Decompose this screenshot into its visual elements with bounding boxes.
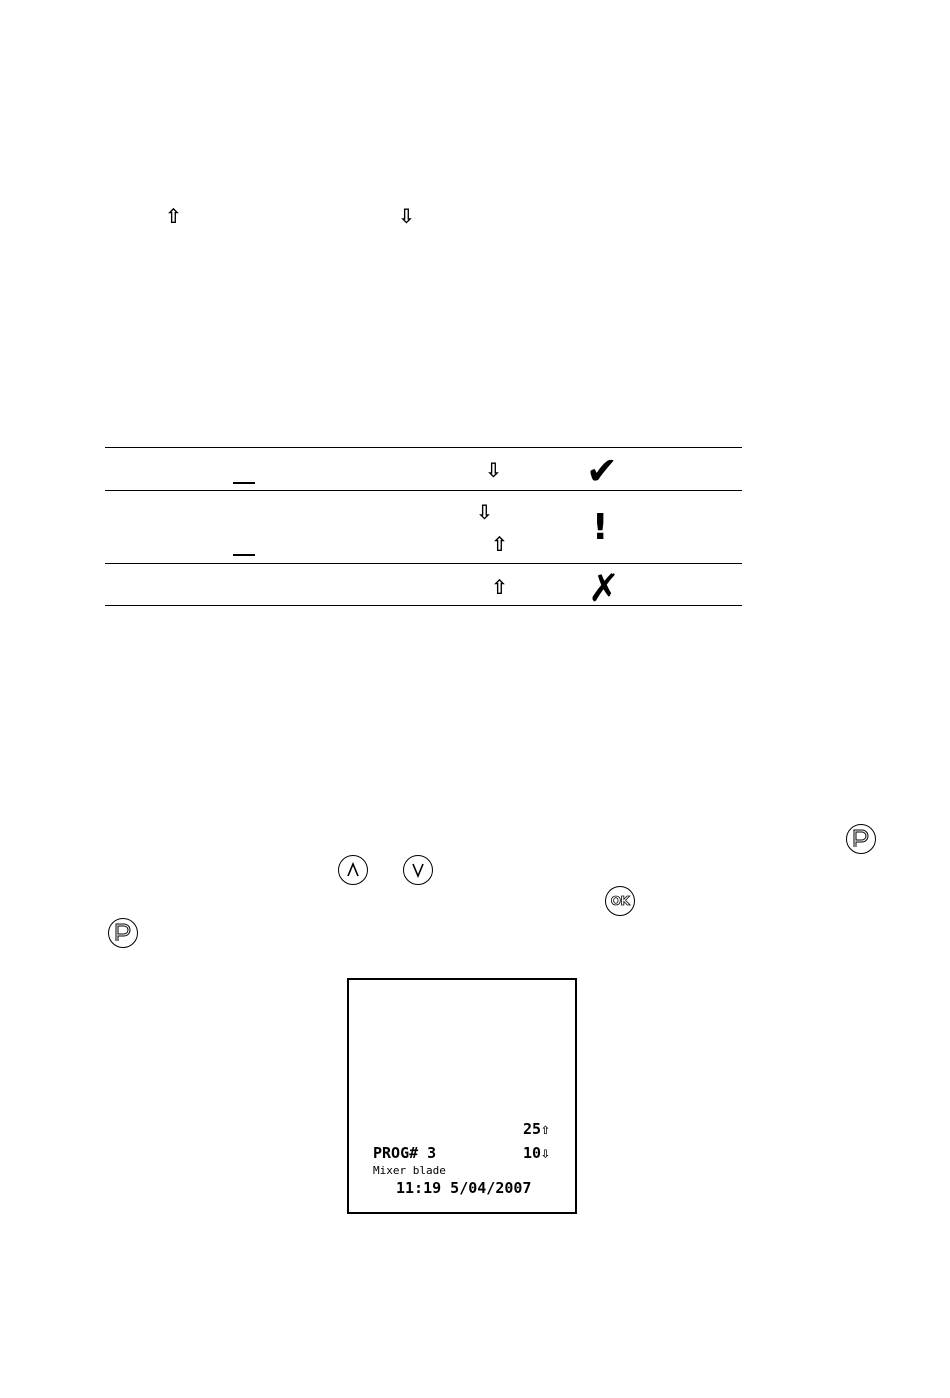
table-rule-top [105, 447, 742, 448]
exclamation-icon: ! [592, 507, 609, 548]
up-arrow-icon: ⇧ [491, 575, 508, 599]
up-arrow-icon: ⇧ [491, 532, 508, 556]
ok-button-label: OK [610, 894, 630, 908]
up-button-icon [338, 855, 368, 885]
p-button-icon [846, 824, 876, 854]
bar-mark [233, 554, 255, 556]
up-arrow-icon: ⇧ [165, 204, 182, 228]
tool-name: Mixer blade [373, 1164, 446, 1177]
table-rule-bottom [105, 605, 742, 606]
check-icon: ✔ [586, 449, 618, 493]
upper-limit-value: 25⇧ [523, 1120, 551, 1138]
lower-limit-value: 10⇩ [523, 1144, 551, 1162]
ok-button-icon [605, 886, 635, 916]
p-button-icon [108, 918, 138, 948]
table-rule [105, 490, 742, 491]
down-button-icon [403, 855, 433, 885]
lcd-display [347, 978, 577, 1214]
bar-mark [233, 482, 255, 484]
date-time: 11:19 5/04/2007 [396, 1179, 532, 1197]
table-rule [105, 563, 742, 564]
down-arrow-icon: ⇩ [476, 500, 493, 524]
cross-icon: ✗ [588, 566, 620, 610]
down-arrow-icon: ⇩ [398, 204, 415, 228]
program-number: PROG# 3 [373, 1144, 437, 1162]
down-arrow-icon: ⇩ [485, 458, 502, 482]
